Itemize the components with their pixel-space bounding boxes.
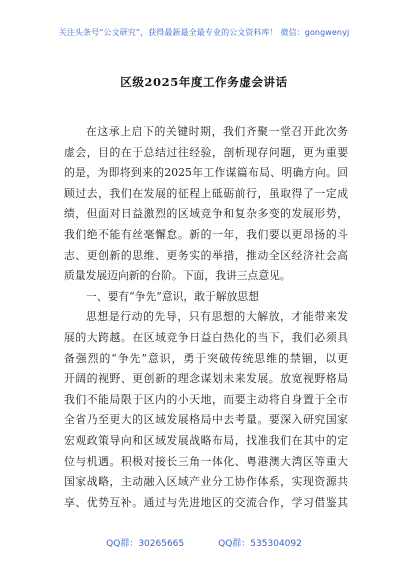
paragraph-line: 的是，为即将到来的2025年工作谋篇布局、明确方向。回 <box>64 166 348 180</box>
paragraph-line: 我们不能局限于区内的小天地，而要主动将自身置于全市 <box>64 392 348 406</box>
header-banner: 关注头条号“公文研究”，获得最新最全最专业的公文资料库！ 微信：gongwenyj <box>58 28 350 37</box>
paragraph-line: 顾过去，我们在发展的征程上砥砺前行，虽取得了一定成 <box>64 186 348 200</box>
paragraph-line: 思想是行动的先导，只有思想的大解放，才能带来发 <box>86 310 348 324</box>
paragraph-line: 绩，但面对日益激烈的区域竞争和复杂多变的发展形势， <box>64 207 348 221</box>
page-title: 区级2025年度工作务虚会讲话 <box>120 75 288 89</box>
paragraph-line: 备强烈的“争先”意识，勇于突破传统思维的禁锢，以更 <box>64 351 348 365</box>
section-heading: 一、要有“争先”意识，敢于解放思想 <box>86 289 259 303</box>
paragraph-line: 志、更创新的思维、更务实的举措，推动全区经济社会高 <box>64 248 348 262</box>
paragraph-line: 全省乃至更大的区域发展格局中去考量。要深入研究国家 <box>64 413 348 427</box>
paragraph-line: 我们绝不能有丝毫懈怠。新的一年，我们要以更昂扬的斗 <box>64 227 348 241</box>
paragraph-line: 质量发展迈向新的台阶。下面，我讲三点意见。 <box>64 269 291 283</box>
paragraph-line: 宏观政策导向和区域发展战略布局，找准我们在其中的定 <box>64 433 348 447</box>
paragraph-line: 在这承上启下的关键时期，我们齐聚一堂召开此次务 <box>86 125 348 138</box>
paragraph-line: 展的大跨越。在区域竞争日益白热化的当下，我们必须具 <box>64 330 348 344</box>
footer-contact <box>0 536 408 549</box>
qq-group-1: QQ群：30265665 <box>106 539 185 549</box>
paragraph-line: 开阔的视野、更创新的理念谋划未来发展。放宽视野格局 <box>64 372 348 386</box>
paragraph-line: 国家战略，主动融入区域产业分工协作体系，实现资源共 <box>64 475 348 489</box>
qq-group-2: QQ群：535304092 <box>218 539 302 549</box>
document-body <box>64 122 348 513</box>
paragraph-line: 享、优势互补。通过与先进地区的交流合作，学习借鉴其 <box>64 495 348 509</box>
paragraph-line: 虚会，目的在于总结过往经验，剖析现存问题，更为重要 <box>64 145 348 159</box>
paragraph-line: 位与机遇。积极对接长三角一体化、粤港澳大湾区等重大 <box>64 454 348 468</box>
